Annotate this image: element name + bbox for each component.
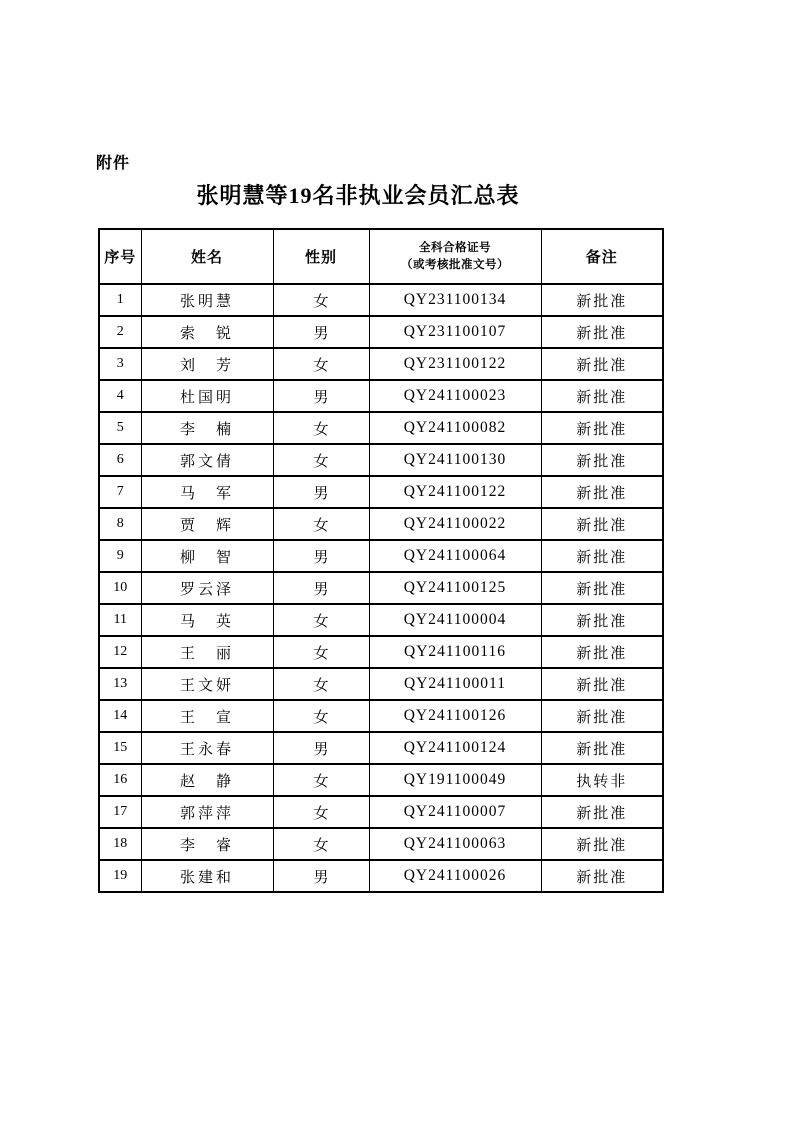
cell-name: 马 英 [141, 604, 273, 636]
cell-remark: 执转非 [541, 764, 663, 796]
cell-gender: 男 [273, 572, 369, 604]
cell-name: 王 丽 [141, 636, 273, 668]
cell-gender: 女 [273, 348, 369, 380]
cell-certificate-number: QY241100126 [369, 700, 541, 732]
table-row [99, 860, 663, 892]
cell-certificate-number: QY191100049 [369, 764, 541, 796]
cell-name: 王 宣 [141, 700, 273, 732]
cell-serial-number: 1 [99, 284, 141, 316]
cell-name: 李 睿 [141, 828, 273, 860]
cell-gender: 女 [273, 796, 369, 828]
cell-gender: 男 [273, 380, 369, 412]
cell-certificate-number: QY231100134 [369, 284, 541, 316]
header-gender: 性别 [273, 229, 369, 284]
cell-gender: 女 [273, 764, 369, 796]
cell-serial-number: 9 [99, 540, 141, 572]
cell-certificate-number: QY241100022 [369, 508, 541, 540]
cell-gender: 男 [273, 860, 369, 892]
document-title: 张明慧等19名非执业会员汇总表 [196, 183, 520, 208]
cell-name: 杜国明 [141, 380, 273, 412]
table-row [99, 764, 663, 796]
cell-remark: 新批准 [541, 380, 663, 412]
member-summary-table [98, 228, 664, 893]
header-certificate-line1: 全科合格证号 [419, 241, 491, 254]
cell-name: 柳 智 [141, 540, 273, 572]
cell-name: 索 锐 [141, 316, 273, 348]
cell-certificate-number: QY241100023 [369, 380, 541, 412]
header-certificate-line2: （或考核批准文号） [401, 258, 509, 271]
cell-remark: 新批准 [541, 508, 663, 540]
table-row [99, 476, 663, 508]
cell-name: 赵 静 [141, 764, 273, 796]
cell-serial-number: 12 [99, 636, 141, 668]
cell-remark: 新批准 [541, 476, 663, 508]
table-header-row [99, 229, 663, 284]
table-row [99, 572, 663, 604]
cell-remark: 新批准 [541, 444, 663, 476]
cell-certificate-number: QY241100082 [369, 412, 541, 444]
cell-name: 贾 辉 [141, 508, 273, 540]
header-remark: 备注 [541, 229, 663, 284]
cell-serial-number: 18 [99, 828, 141, 860]
cell-certificate-number: QY241100130 [369, 444, 541, 476]
table-row [99, 732, 663, 764]
table-row [99, 796, 663, 828]
cell-remark: 新批准 [541, 604, 663, 636]
cell-remark: 新批准 [541, 828, 663, 860]
cell-certificate-number: QY241100124 [369, 732, 541, 764]
cell-remark: 新批准 [541, 284, 663, 316]
member-table-body [99, 284, 663, 892]
header-certificate-number [369, 229, 541, 284]
cell-remark: 新批准 [541, 348, 663, 380]
cell-gender: 女 [273, 412, 369, 444]
cell-gender: 男 [273, 540, 369, 572]
cell-certificate-number: QY231100122 [369, 348, 541, 380]
cell-name: 罗云泽 [141, 572, 273, 604]
cell-name: 张明慧 [141, 284, 273, 316]
cell-certificate-number: QY241100116 [369, 636, 541, 668]
cell-certificate-number: QY241100122 [369, 476, 541, 508]
cell-certificate-number: QY241100026 [369, 860, 541, 892]
cell-remark: 新批准 [541, 572, 663, 604]
cell-serial-number: 10 [99, 572, 141, 604]
attachment-label: 附件 [96, 155, 131, 172]
cell-name: 张建和 [141, 860, 273, 892]
cell-gender: 女 [273, 604, 369, 636]
cell-gender: 女 [273, 700, 369, 732]
cell-certificate-number: QY241100064 [369, 540, 541, 572]
table-row [99, 668, 663, 700]
cell-serial-number: 17 [99, 796, 141, 828]
cell-gender: 男 [273, 316, 369, 348]
cell-serial-number: 4 [99, 380, 141, 412]
header-name: 姓名 [141, 229, 273, 284]
table-row [99, 508, 663, 540]
table-row [99, 380, 663, 412]
table-row [99, 316, 663, 348]
cell-certificate-number: QY241100007 [369, 796, 541, 828]
cell-gender: 女 [273, 828, 369, 860]
header-serial-number: 序号 [99, 229, 141, 284]
cell-certificate-number: QY241100063 [369, 828, 541, 860]
cell-name: 刘 芳 [141, 348, 273, 380]
cell-serial-number: 19 [99, 860, 141, 892]
cell-name: 王文妍 [141, 668, 273, 700]
cell-serial-number: 16 [99, 764, 141, 796]
cell-gender: 女 [273, 444, 369, 476]
cell-serial-number: 3 [99, 348, 141, 380]
cell-name: 李 楠 [141, 412, 273, 444]
cell-certificate-number: QY241100004 [369, 604, 541, 636]
table-row [99, 348, 663, 380]
cell-serial-number: 11 [99, 604, 141, 636]
table-row [99, 540, 663, 572]
cell-certificate-number: QY231100107 [369, 316, 541, 348]
cell-remark: 新批准 [541, 316, 663, 348]
cell-name: 王永春 [141, 732, 273, 764]
cell-gender: 女 [273, 636, 369, 668]
cell-remark: 新批准 [541, 412, 663, 444]
cell-remark: 新批准 [541, 668, 663, 700]
cell-name: 郭萍萍 [141, 796, 273, 828]
cell-certificate-number: QY241100011 [369, 668, 541, 700]
cell-remark: 新批准 [541, 796, 663, 828]
cell-name: 马 军 [141, 476, 273, 508]
cell-gender: 女 [273, 284, 369, 316]
cell-gender: 男 [273, 732, 369, 764]
cell-serial-number: 13 [99, 668, 141, 700]
cell-gender: 女 [273, 668, 369, 700]
cell-certificate-number: QY241100125 [369, 572, 541, 604]
table-row [99, 700, 663, 732]
table-row [99, 604, 663, 636]
cell-remark: 新批准 [541, 700, 663, 732]
cell-serial-number: 6 [99, 444, 141, 476]
table-row [99, 284, 663, 316]
cell-gender: 女 [273, 508, 369, 540]
cell-remark: 新批准 [541, 732, 663, 764]
cell-remark: 新批准 [541, 860, 663, 892]
table-row [99, 412, 663, 444]
cell-serial-number: 5 [99, 412, 141, 444]
table-row [99, 828, 663, 860]
cell-serial-number: 14 [99, 700, 141, 732]
cell-remark: 新批准 [541, 540, 663, 572]
table-row [99, 444, 663, 476]
cell-serial-number: 8 [99, 508, 141, 540]
cell-serial-number: 15 [99, 732, 141, 764]
cell-name: 郭文倩 [141, 444, 273, 476]
cell-gender: 男 [273, 476, 369, 508]
cell-serial-number: 7 [99, 476, 141, 508]
cell-remark: 新批准 [541, 636, 663, 668]
cell-serial-number: 2 [99, 316, 141, 348]
table-row [99, 636, 663, 668]
